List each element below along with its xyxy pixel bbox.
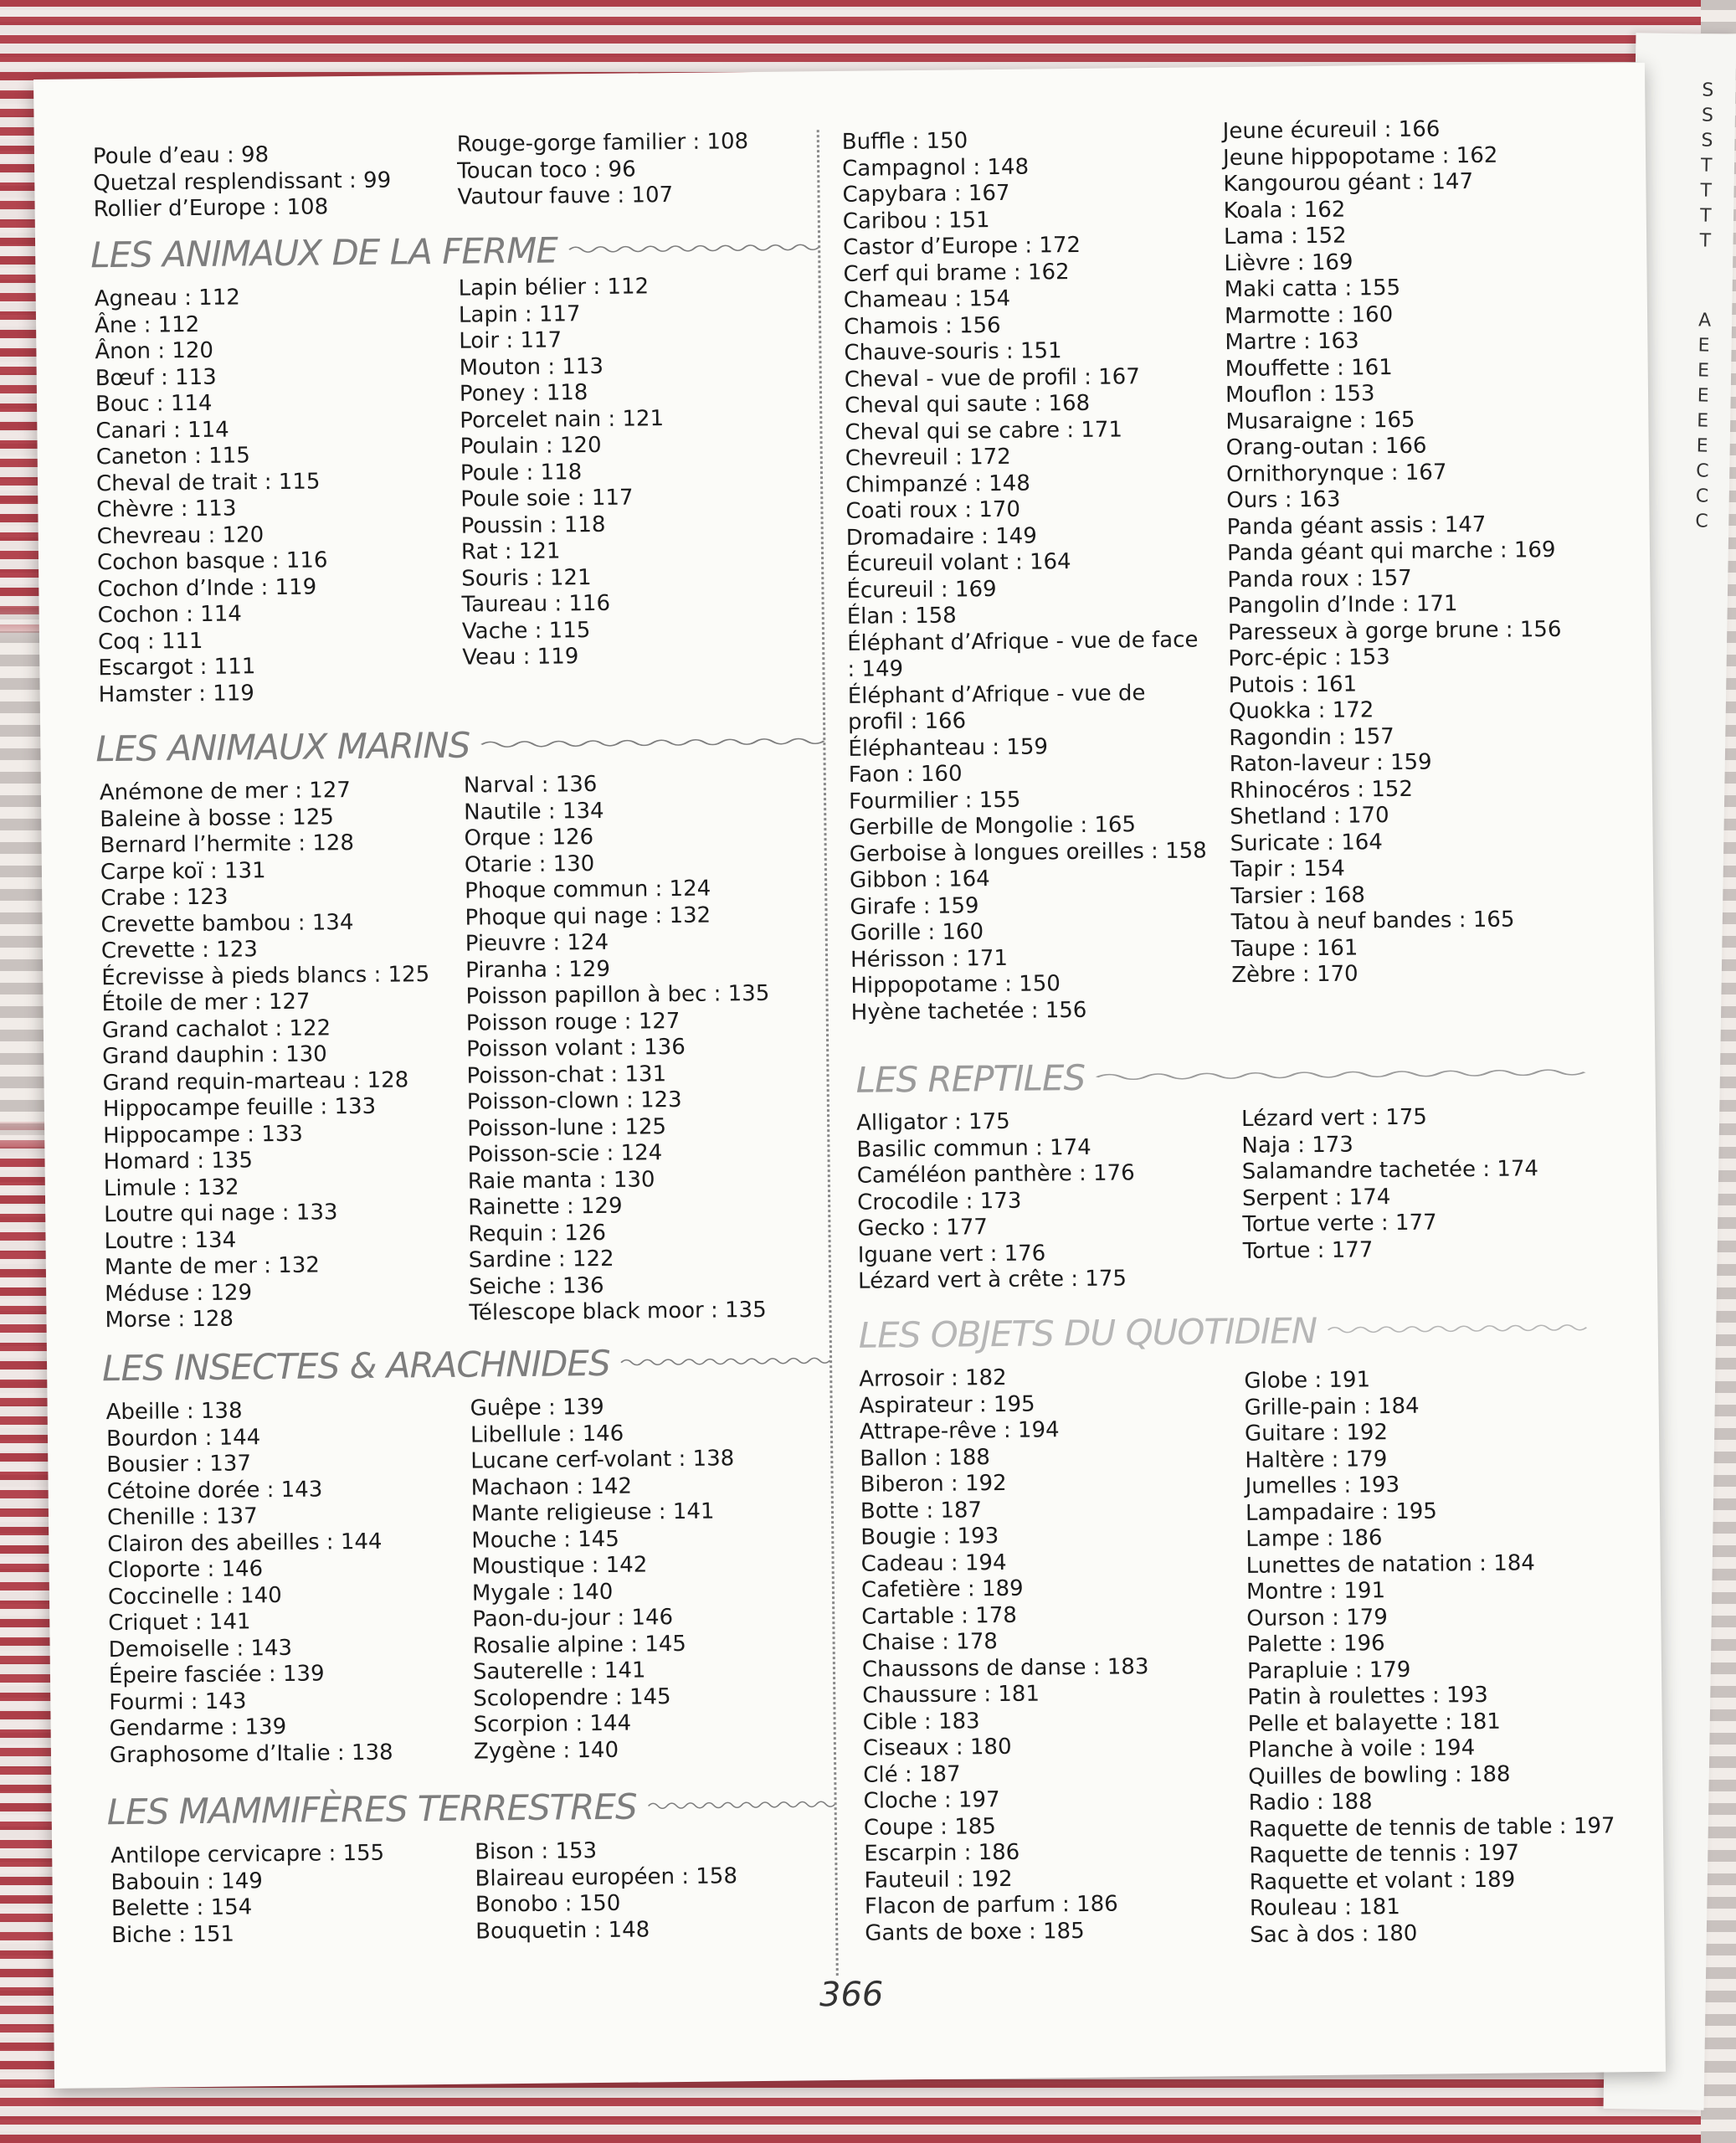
index-entry: Flacon de parfum : 186 [864, 1891, 1118, 1919]
index-entry: Suricate : 164 [1230, 829, 1384, 856]
section-heading-mammiferes [106, 1779, 835, 1837]
index-entry: Agneau : 112 [94, 285, 240, 312]
adjacent-page-letter: C [1696, 460, 1709, 482]
index-entry: Écrevisse à pieds blancs : 125 [101, 961, 430, 990]
index-entry: Poisson-scie : 124 [467, 1140, 663, 1168]
index-entry: Poisson volant : 136 [466, 1034, 686, 1062]
index-entry: Machaon : 142 [470, 1473, 633, 1501]
marins-col-1 [100, 777, 474, 1334]
index-entry: Rouleau : 181 [1249, 1894, 1400, 1921]
index-entry: Rosalie alpine : 145 [472, 1631, 687, 1659]
index-entry: Cheval de trait : 115 [95, 468, 321, 496]
section-heading-ferme [90, 222, 819, 280]
adjacent-page-letter: E [1696, 435, 1708, 457]
index-entry: Mante de mer : 132 [104, 1252, 321, 1281]
index-entry: Éléphant d’Afrique - vue de face : 149 [846, 626, 1199, 682]
index-entry: Coupe : 185 [863, 1813, 997, 1841]
index-entry: Raquette et volant : 189 [1249, 1867, 1516, 1895]
index-entry: Clé : 187 [863, 1761, 961, 1788]
adjacent-page-letter: T [1700, 180, 1713, 202]
index-entry: Cloporte : 146 [107, 1556, 264, 1584]
index-entry: Jumelles : 193 [1245, 1472, 1400, 1499]
index-entry: Cerf qui brame : 162 [843, 259, 1070, 287]
index-entry: Panda géant qui marche : 169 [1226, 537, 1556, 567]
index-entry: Tortue verte : 177 [1242, 1210, 1437, 1237]
mammiferes-col-3 [842, 126, 1211, 1025]
index-entry: Jeune écureuil : 166 [1222, 116, 1441, 145]
index-entry: Faon : 160 [848, 761, 963, 788]
index-entry: Grand dauphin : 130 [102, 1041, 327, 1070]
index-entry: Pangolin d’Inde : 171 [1227, 591, 1458, 619]
index-entry: Poule soie : 117 [460, 485, 634, 512]
index-entry: Écureuil volant : 164 [845, 549, 1071, 577]
index-entry: Mouffette : 161 [1225, 354, 1393, 382]
index-entry: Poule : 118 [460, 459, 583, 486]
index-entry: Antilope cervicapre : 155 [110, 1840, 385, 1869]
index-entry: Poisson rouge : 127 [465, 1008, 681, 1036]
index-entry: Porcelet nain : 121 [460, 405, 665, 434]
index-entry: Poisson papillon à bec : 135 [465, 980, 770, 1010]
index-entry: Cible : 183 [862, 1708, 980, 1735]
index-entry: Bouquetin : 148 [475, 1916, 650, 1945]
index-entry: Serpent : 174 [1241, 1184, 1391, 1211]
index-entry: Mouche : 145 [471, 1526, 619, 1554]
index-entry: Poule d’eau : 98 [92, 142, 270, 170]
index-entry: Koala : 162 [1223, 197, 1346, 224]
heading-text: LES MAMMIFÈRES TERRESTRES [106, 1786, 637, 1832]
index-entry: Maki catta : 155 [1224, 275, 1401, 303]
index-entry: Lampe : 186 [1246, 1525, 1383, 1552]
index-entry: Basilic commun : 174 [856, 1134, 1091, 1163]
book-page [33, 63, 1666, 2089]
adjacent-page-letter: S [1701, 130, 1713, 152]
wave-ornament [1097, 1064, 1584, 1086]
index-entry: Seiche : 136 [468, 1272, 604, 1300]
index-entry: Chaise : 178 [861, 1629, 999, 1656]
index-entry: Chimpanzé : 148 [845, 470, 1030, 498]
index-entry: Requin : 126 [468, 1220, 607, 1247]
adjacent-page-letter: C [1695, 511, 1708, 532]
index-entry: Cochon basque : 116 [96, 547, 328, 576]
index-entry: Bœuf : 113 [95, 364, 217, 391]
index-entry: Cartable : 178 [861, 1602, 1017, 1630]
index-entry: Orque : 126 [464, 825, 594, 851]
index-entry: Cafetière : 189 [860, 1575, 1024, 1603]
index-entry: Abeille : 138 [105, 1398, 243, 1426]
heading-text: LES ANIMAUX DE LA FERME [90, 229, 558, 275]
index-entry: Nautile : 134 [464, 798, 604, 825]
index-entry: Gerboise à longues oreilles : 158 [849, 837, 1207, 867]
index-entry: Hippocampe : 133 [103, 1121, 304, 1149]
index-entry: Patin à roulettes : 193 [1247, 1682, 1488, 1710]
index-entry: Chenille : 137 [106, 1503, 258, 1531]
index-entry: Loir : 117 [459, 327, 562, 354]
index-entry: Paresseux à gorge brune : 156 [1227, 616, 1562, 645]
index-entry: Lézard vert : 175 [1240, 1104, 1428, 1132]
index-entry: Quetzal resplendissant : 99 [93, 167, 392, 196]
adjacent-page-letter: E [1697, 410, 1709, 432]
heading-text: LES INSECTES & ARACHNIDES [101, 1342, 610, 1389]
adjacent-page-letter: E [1697, 360, 1710, 382]
reptiles-col-1 [856, 1107, 1218, 1295]
index-entry: Lapin bélier : 112 [458, 274, 650, 301]
adjacent-page-letter: E [1697, 385, 1709, 407]
index-entry: Chèvre : 113 [96, 496, 237, 523]
index-entry: Rollier d’Europe : 108 [93, 194, 329, 223]
index-entry: Quokka : 172 [1228, 697, 1374, 725]
ferme-col-2 [458, 272, 830, 671]
index-entry: Phoque commun : 124 [465, 876, 711, 904]
index-entry: Tarsier : 168 [1230, 881, 1366, 909]
index-entry: Cadeau : 194 [860, 1549, 1007, 1577]
mammiferes-col-2 [475, 1836, 844, 1945]
index-entry: Scorpion : 144 [473, 1710, 632, 1738]
index-entry: Babouin : 149 [110, 1868, 263, 1895]
index-entry: Grille-pain : 184 [1244, 1393, 1420, 1421]
index-entry: Graphosome d’Italie : 138 [109, 1740, 393, 1768]
index-entry: Zygène : 140 [473, 1737, 619, 1765]
index-entry: Hamster : 119 [98, 680, 255, 707]
index-entry: Paon-du-jour : 146 [472, 1605, 674, 1632]
index-entry: Capybara : 167 [842, 180, 1010, 208]
index-entry: Rouge-gorge familier : 108 [456, 129, 749, 157]
index-entry: Cétoine dorée : 143 [106, 1476, 323, 1504]
index-entry: Poisson-lune : 125 [466, 1113, 667, 1142]
index-entry: Iguane vert : 176 [857, 1240, 1046, 1268]
index-entry: Lièvre : 169 [1224, 249, 1353, 276]
index-entry: Arrosoir : 182 [859, 1364, 1007, 1392]
index-entry: Hyène tachetée : 156 [850, 997, 1087, 1025]
index-entry: Raquette de tennis de table : 197 [1248, 1812, 1615, 1842]
index-entry: Rat : 121 [460, 538, 561, 565]
adjacent-page-letter: C [1695, 486, 1709, 507]
page-number: 366 [819, 1975, 884, 2015]
index-entry: Libellule : 146 [470, 1421, 624, 1448]
index-entry: Mygale : 140 [471, 1579, 614, 1606]
index-entry: Buffle : 150 [841, 128, 968, 155]
index-entry: Clairon des abeilles : 144 [107, 1529, 383, 1557]
index-entry: Cheval - vue de profil : 167 [844, 363, 1140, 393]
index-entry: Toucan toco : 96 [457, 156, 636, 184]
index-entry: Baleine à bosse : 125 [100, 804, 334, 832]
index-entry: Belette : 154 [110, 1894, 253, 1922]
index-entry: Vautour fauve : 107 [457, 182, 674, 210]
index-entry: Morse : 128 [105, 1306, 234, 1334]
index-entry: Gendarme : 139 [109, 1714, 287, 1742]
index-entry: Lapin : 117 [458, 301, 581, 328]
index-entry: Escarpin : 186 [864, 1839, 1020, 1867]
index-entry: Porc-épic : 153 [1228, 645, 1390, 672]
index-entry: Montre : 191 [1246, 1578, 1386, 1605]
section-heading-insectes [102, 1335, 831, 1393]
index-entry: Girafe : 159 [850, 892, 979, 920]
index-entry: Escargot : 111 [98, 654, 256, 681]
index-entry: Narval : 136 [463, 771, 598, 799]
index-entry: Bison : 153 [475, 1838, 598, 1865]
index-entry: Méduse : 129 [105, 1279, 253, 1307]
index-entry: Lucane cerf-volant : 138 [470, 1446, 735, 1474]
section-heading-reptiles [855, 1047, 1584, 1105]
index-entry: Kangourou géant : 147 [1223, 168, 1474, 198]
index-entry: Étoile de mer : 127 [101, 989, 311, 1017]
index-entry: Coccinelle : 140 [107, 1582, 282, 1610]
wave-ornament [481, 732, 824, 753]
index-entry: Attrape-rêve : 194 [859, 1417, 1060, 1445]
index-entry: Panda roux : 157 [1227, 565, 1412, 593]
index-entry: Globe : 191 [1244, 1367, 1371, 1394]
index-entry: Âne : 112 [94, 311, 200, 338]
index-entry: Dromadaire : 149 [845, 522, 1037, 551]
index-entry: Hippocampe feuille : 133 [102, 1093, 377, 1123]
index-entry: Fourmi : 143 [109, 1688, 247, 1715]
index-entry: Raquette de tennis : 197 [1249, 1840, 1520, 1868]
index-entry: Bourdon : 144 [105, 1424, 261, 1452]
index-entry: Gecko : 177 [857, 1215, 988, 1241]
index-entry: Marmotte : 160 [1224, 301, 1394, 329]
index-entry: Lézard vert à crête : 175 [857, 1266, 1127, 1294]
index-entry: Tapir : 154 [1230, 856, 1345, 883]
heading-text: LES ANIMAUX MARINS [95, 724, 470, 769]
index-entry: Fauteuil : 192 [864, 1866, 1013, 1894]
index-entry: Chevreau : 120 [96, 522, 265, 549]
index-entry: Gibbon : 164 [849, 866, 990, 893]
index-entry: Sac à dos : 180 [1250, 1920, 1418, 1948]
index-entry: Caméléon panthère : 176 [856, 1160, 1135, 1189]
index-entry: Coati roux : 170 [845, 496, 1021, 524]
index-entry: Campagnol : 148 [842, 154, 1030, 182]
index-entry: Chamois : 156 [843, 312, 1001, 340]
index-entry: Taupe : 161 [1230, 934, 1358, 962]
index-entry: Planche à voile : 194 [1247, 1735, 1476, 1763]
index-entry: Biberon : 192 [860, 1470, 1007, 1498]
section-heading-marins [95, 716, 824, 773]
index-entry: Ballon : 188 [860, 1444, 990, 1472]
index-entry: Cheval qui se cabre : 171 [845, 416, 1123, 445]
adjacent-page-letter: T [1699, 205, 1712, 227]
index-entry: Limule : 132 [103, 1174, 239, 1201]
index-entry: Palette : 196 [1246, 1631, 1385, 1657]
index-entry: Élan : 158 [846, 603, 957, 630]
adjacent-page-letter: A [1697, 310, 1712, 331]
adjacent-page-letter: E [1697, 335, 1710, 357]
index-entry: Chauve-souris : 151 [844, 338, 1062, 366]
index-entry: Tortue : 177 [1242, 1236, 1374, 1264]
index-entry: Chameau : 154 [843, 285, 1011, 313]
index-entry: Radio : 188 [1248, 1789, 1373, 1816]
index-entry: Ciseaux : 180 [862, 1734, 1012, 1761]
index-entry: Phoque qui nage : 132 [465, 902, 711, 931]
index-entry: Piranha : 129 [465, 956, 611, 984]
index-entry: Crocodile : 173 [856, 1188, 1022, 1215]
index-entry: Tatou à neuf bandes : 165 [1230, 907, 1515, 936]
index-entry: Lama : 152 [1223, 223, 1347, 250]
index-entry: Aspirateur : 195 [859, 1391, 1035, 1419]
index-entry: Rhinocéros : 152 [1229, 776, 1414, 804]
index-entry: Poussin : 118 [460, 511, 606, 539]
index-entry: Pieuvre : 124 [465, 929, 609, 957]
index-entry: Écureuil : 169 [846, 576, 997, 604]
index-entry: Fourmilier : 155 [848, 787, 1021, 815]
reptiles-col-2 [1241, 1102, 1603, 1264]
wave-ornament [569, 239, 819, 258]
index-entry: Canari : 114 [95, 417, 229, 444]
index-entry: Crabe : 123 [100, 884, 229, 912]
index-entry: Poisson-chat : 131 [466, 1061, 667, 1089]
index-entry: Orang-outan : 166 [1225, 433, 1427, 461]
index-entry: Ornithorynque : 167 [1225, 459, 1447, 487]
index-entry: Télescope black moor : 135 [469, 1297, 767, 1326]
index-entry: Mante religieuse : 141 [470, 1498, 715, 1527]
index-entry: Bernard l’hermite : 128 [100, 830, 355, 859]
objets-col-2 [1244, 1364, 1643, 1949]
adjacent-page-letter: T [1700, 155, 1713, 177]
index-entry: Lunettes de natation : 184 [1246, 1549, 1536, 1579]
index-entry: Jeune hippopotame : 162 [1222, 142, 1498, 171]
index-entry: Épeire fasciée : 139 [108, 1661, 325, 1689]
index-entry: Crevette bambou : 134 [100, 909, 354, 938]
index-entry: Guitare : 192 [1244, 1420, 1389, 1447]
index-entry: Anémone de mer : 127 [99, 778, 352, 806]
index-entry: Parapluie : 179 [1246, 1657, 1411, 1684]
index-entry: Rainette : 129 [467, 1193, 623, 1221]
index-entry: Loutre qui nage : 133 [104, 1200, 338, 1228]
index-entry: Otarie : 130 [464, 851, 595, 878]
index-entry: Gorille : 160 [850, 919, 984, 946]
adjacent-page-letter: S [1702, 80, 1714, 101]
index-entry: Martre : 163 [1225, 328, 1359, 356]
objets-col-1 [859, 1363, 1225, 1946]
index-entry: Raie manta : 130 [467, 1166, 655, 1195]
heading-text: LES REPTILES [855, 1056, 1086, 1101]
index-entry: Bousier : 137 [106, 1451, 252, 1478]
index-entry: Ourson : 179 [1246, 1604, 1388, 1632]
index-entry: Ours : 163 [1226, 486, 1341, 514]
index-entry: Guêpe : 139 [470, 1394, 604, 1421]
index-entry: Lampadaire : 195 [1245, 1498, 1438, 1526]
index-entry: Bouc : 114 [95, 390, 213, 418]
index-entry: Crevette : 123 [100, 937, 259, 964]
index-entry: Zèbre : 170 [1231, 961, 1358, 989]
top-left-list [93, 141, 462, 224]
wave-ornament [621, 1352, 830, 1371]
index-entry: Cloche : 197 [863, 1787, 1000, 1814]
index-entry: Mouflon : 153 [1225, 381, 1375, 409]
index-entry: Veau : 119 [462, 644, 579, 671]
index-entry: Botte : 187 [860, 1497, 983, 1524]
index-entry: Loutre : 134 [104, 1227, 237, 1254]
index-entry: Poney : 118 [459, 380, 588, 407]
ferme-col-1 [95, 283, 467, 709]
index-entry: Naja : 173 [1241, 1132, 1354, 1159]
index-entry: Bougie : 193 [860, 1524, 999, 1550]
insectes-col-2 [470, 1392, 842, 1765]
index-entry: Musaraigne : 165 [1225, 407, 1415, 434]
index-entry: Gerbille de Mongolie : 165 [849, 812, 1137, 840]
index-entry: Poisson-clown : 123 [466, 1087, 682, 1115]
index-entry: Blaireau européen : 158 [475, 1863, 738, 1892]
index-entry: Chaussons de danse : 183 [861, 1653, 1149, 1683]
index-entry: Criquet : 141 [108, 1609, 251, 1637]
index-entry: Quilles de bowling : 188 [1248, 1761, 1511, 1790]
wave-ornament [649, 1796, 835, 1814]
index-entry: Gants de boxe : 185 [865, 1918, 1085, 1946]
adjacent-page-letter: T [1699, 230, 1712, 252]
index-entry: Cheval qui saute : 168 [844, 390, 1091, 419]
index-entry: Panda géant assis : 147 [1226, 511, 1487, 540]
index-entry: Carpe koï : 131 [100, 857, 266, 885]
index-entry: Éléphanteau : 159 [848, 733, 1049, 762]
index-entry: Shetland : 170 [1230, 803, 1389, 830]
index-entry: Hérisson : 171 [850, 945, 1009, 973]
index-entry: Castor d’Europe : 172 [842, 232, 1081, 260]
index-entry: Haltère : 179 [1245, 1446, 1388, 1473]
index-entry: Ragondin : 157 [1229, 723, 1394, 751]
index-entry: Vache : 115 [461, 617, 591, 645]
index-entry: Sardine : 122 [468, 1246, 614, 1273]
index-entry: Caribou : 151 [842, 207, 990, 234]
index-entry: Ânon : 120 [95, 337, 214, 365]
index-entry: Raton-laveur : 159 [1229, 749, 1432, 778]
index-entry: Hippopotame : 150 [850, 971, 1061, 999]
index-entry: Sauterelle : 141 [472, 1657, 646, 1685]
index-entry: Chevreuil : 172 [845, 444, 1011, 471]
index-entry: Salamandre tachetée : 174 [1241, 1156, 1539, 1185]
top-mid-list [457, 128, 826, 211]
index-entry: Coq : 111 [97, 628, 203, 655]
mammiferes-col-1 [110, 1840, 480, 1950]
mammiferes-col-4 [1223, 116, 1592, 989]
index-entry: Pelle et balayette : 181 [1247, 1709, 1501, 1737]
index-entry: Putois : 161 [1228, 671, 1358, 698]
index-entry: Biche : 151 [111, 1921, 235, 1948]
index-entry: Homard : 135 [103, 1148, 254, 1175]
insectes-col-1 [106, 1396, 479, 1770]
adjacent-page-letter: S [1701, 105, 1714, 126]
index-entry: Caneton : 115 [95, 443, 250, 470]
marins-col-2 [464, 769, 838, 1327]
index-entry: Scolopendre : 145 [473, 1683, 671, 1712]
index-entry: Bonobo : 150 [475, 1890, 621, 1918]
wave-ornament [1328, 1319, 1587, 1339]
index-entry: Taureau : 116 [461, 590, 611, 618]
index-entry: Moustique : 142 [471, 1552, 648, 1580]
index-entry: Cochon d’Inde : 119 [97, 573, 317, 602]
index-entry: Grand requin-marteau : 128 [102, 1066, 409, 1096]
index-entry: Souris : 121 [461, 564, 592, 592]
section-heading-objets [858, 1303, 1587, 1360]
index-entry: Alligator : 175 [855, 1108, 1010, 1136]
heading-text: LES OBJETS DU QUOTIDIEN [858, 1309, 1317, 1356]
index-entry: Poulain : 120 [460, 432, 602, 460]
index-entry: Mouton : 113 [459, 353, 604, 381]
index-entry: Grand cachalot : 122 [101, 1015, 331, 1043]
index-entry: Demoiselle : 143 [108, 1635, 293, 1662]
index-entry: Cochon : 114 [97, 601, 242, 629]
index-entry: Éléphant d’Afrique - vue de profil : 166 [847, 680, 1146, 735]
index-entry: Chaussure : 181 [862, 1681, 1040, 1709]
